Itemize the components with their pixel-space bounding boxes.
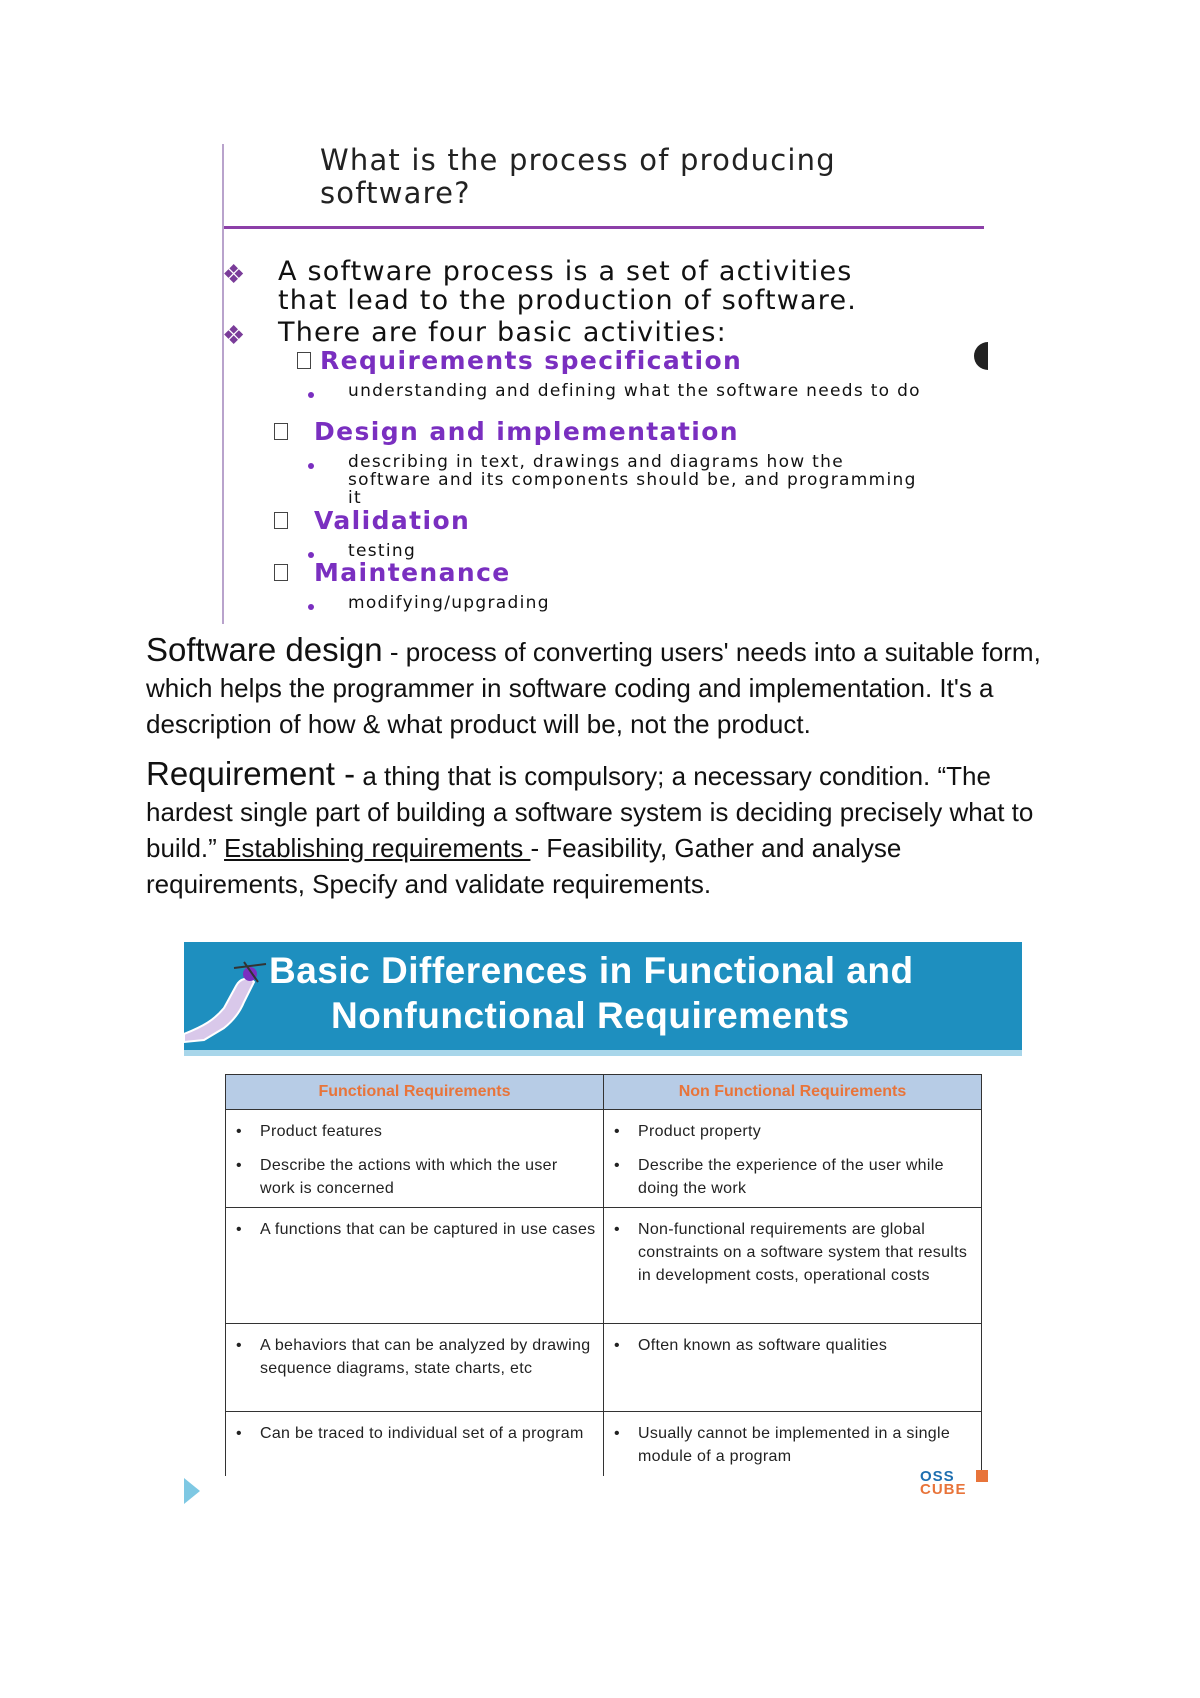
requirement-definition: a thing that is compulsory; a necessary condition. “The hardest single part of building a software system is deciding precisely what to build.” xyxy=(146,761,1034,863)
table-cell xyxy=(226,1208,604,1324)
requirement-paragraph xyxy=(146,756,1058,902)
cell-bullet: • Usually cannot be implemented in a single module of a program xyxy=(614,1422,975,1468)
activity-validation-detail: testing xyxy=(348,541,417,561)
slide-left-rule xyxy=(222,144,224,624)
software-design-paragraph xyxy=(146,632,1058,742)
slide-nav-arrow-icon xyxy=(184,1478,200,1504)
slide-edge-mark xyxy=(974,342,988,370)
checkbox-bullet-icon xyxy=(274,512,288,529)
checkbox-bullet-icon xyxy=(274,564,288,581)
establishing-requirements-link: Establishing requirements xyxy=(224,833,531,863)
activity-design-detail: describing in text, drawings and diagrams how the software and its components should be, and programming it xyxy=(348,452,917,508)
table-cell xyxy=(604,1110,982,1208)
cell-bullet: • Product features xyxy=(236,1120,597,1143)
logo-mark-icon xyxy=(976,1470,988,1482)
table-cell xyxy=(226,1324,604,1412)
osscube-logo xyxy=(920,1470,992,1500)
cell-bullet: • Non-functional requirements are global constraints on a software system that results in development costs, operational costs xyxy=(614,1218,975,1287)
cell-bullet: • Describe the actions with which the user work is concerned xyxy=(236,1154,597,1200)
banner-title-line1: Basic Differences in Functional and xyxy=(269,950,914,991)
process-slide xyxy=(222,140,992,628)
checkbox-bullet-icon xyxy=(297,352,311,369)
table-row xyxy=(226,1324,982,1412)
cell-bullet: • Product property xyxy=(614,1120,975,1143)
slide-bullet-1: A software process is a set of activities that lead to the production of software. xyxy=(278,256,858,316)
slide-title-divider xyxy=(224,226,984,229)
table-header-row xyxy=(226,1075,982,1110)
software-design-definition: - process of converting users' needs into a suitable form, which helps the programmer in software coding and implementation. It's a description of how & what product will be, not the product. xyxy=(146,637,1041,739)
activity-validation: Validation xyxy=(314,506,471,535)
table-cell xyxy=(226,1412,604,1476)
table-cell xyxy=(226,1110,604,1208)
logo-text-bottom: CUBE xyxy=(920,1481,967,1498)
activity-maintenance: Maintenance xyxy=(314,558,511,587)
requirement-term: Requirement - xyxy=(146,755,356,792)
software-design-term: Software design xyxy=(146,631,383,668)
dot-bullet-icon xyxy=(308,392,314,398)
diamond-bullet-icon: ❖ xyxy=(222,320,246,350)
dot-bullet-icon xyxy=(308,604,314,610)
activity-requirements-detail: understanding and defining what the software needs to do xyxy=(348,381,921,401)
activity-maintenance-detail: modifying/upgrading xyxy=(348,593,550,613)
table-cell xyxy=(604,1324,982,1412)
cell-bullet: • Often known as software qualities xyxy=(614,1334,975,1357)
logo-text-top: OSS xyxy=(920,1468,955,1485)
table-row xyxy=(226,1412,982,1476)
slide-bullet-2: There are four basic activities: xyxy=(278,317,727,348)
cell-bullet: • A behaviors that can be analyzed by drawing sequence diagrams, state charts, etc xyxy=(236,1334,597,1380)
table-cell xyxy=(604,1208,982,1324)
requirements-comparison-table xyxy=(225,1074,982,1476)
cell-bullet: • A functions that can be captured in use cases xyxy=(236,1218,597,1241)
cell-bullet: • Can be traced to individual set of a program xyxy=(236,1422,597,1445)
table-row xyxy=(226,1208,982,1324)
checkbox-bullet-icon xyxy=(274,423,288,440)
requirement-steps: - Feasibility, Gather and analyse requirements, Specify and validate requirements. xyxy=(146,833,902,899)
table-row xyxy=(226,1110,982,1208)
functional-header: Functional Requirements xyxy=(226,1075,604,1110)
nonfunctional-header: Non Functional Requirements xyxy=(604,1075,982,1110)
diamond-bullet-icon: ❖ xyxy=(222,259,246,289)
banner-title-line2: Nonfunctional Requirements xyxy=(331,995,850,1036)
activity-design: Design and implementation xyxy=(314,417,739,446)
activity-requirements: Requirements specification xyxy=(320,346,743,375)
differences-banner xyxy=(184,942,1022,1056)
dot-bullet-icon xyxy=(308,463,314,469)
table-cell xyxy=(604,1412,982,1476)
slide-title: What is the process of producing software? xyxy=(320,143,836,210)
cell-bullet: • Describe the experience of the user while doing the work xyxy=(614,1154,975,1200)
